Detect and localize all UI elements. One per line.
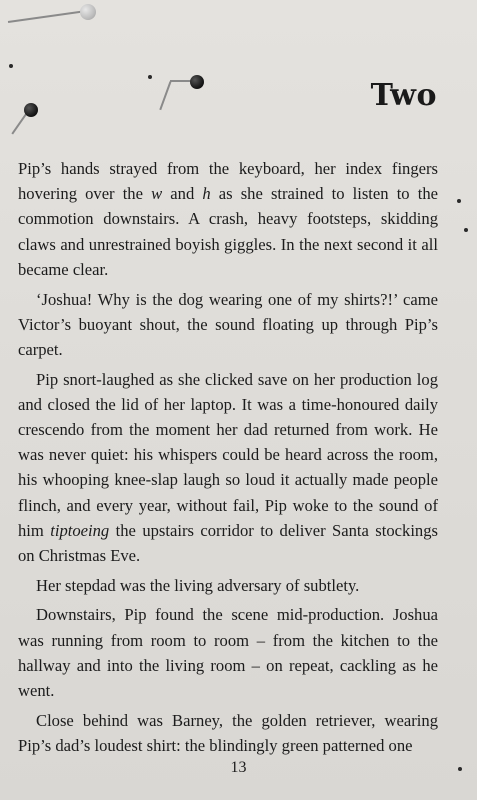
dot-icon — [148, 75, 152, 79]
paragraph-2: ‘Joshua! Why is the dog wearing one of my shirts?!’ came Victor’s buoyant shout, the sound floating up through Pip’s carpet. — [18, 289, 438, 359]
dot-icon — [457, 199, 461, 203]
paragraph-3-em: tiptoeing — [50, 520, 110, 540]
paragraph-1-em-w: w — [151, 184, 163, 204]
paragraph-1-text-a: Pip’s hands strayed from the keyboard, her index fingers hovering over the — [18, 159, 438, 204]
paragraph-6: Close behind was Barney, the golden retriever, wearing Pip’s dad’s loudest shirt: the blindingly green patterned one — [18, 710, 438, 755]
paragraph-1-em-h: h — [202, 184, 211, 204]
paragraph-5: Downstairs, Pip found the scene mid-production. Joshua was running from room to room – from the kitchen to the hallway and into the living room – on repeat, cackling as he went. — [18, 605, 438, 701]
pin-needle-2 — [159, 81, 171, 110]
pin-icon — [24, 103, 38, 117]
dot-icon — [464, 228, 468, 232]
paragraph-3 — [18, 367, 438, 569]
paragraph-4: Her stepdad was the living adversary of subtlety. — [36, 575, 360, 595]
paragraph-1-text-c: as she strained to listen to the commotion downstairs. A crash, heavy footsteps, skidding claws and unrestrained boyish giggles. In the next second it all became clear. — [18, 184, 438, 279]
page-number: 13 — [230, 759, 247, 776]
paragraph-1 — [18, 156, 438, 282]
pin-needle-3 — [11, 112, 27, 134]
paragraph-3-text-b: the upstairs corridor to deliver Santa stockings on Christmas Eve. — [18, 520, 438, 566]
pin-icon — [80, 4, 96, 20]
paragraph-3-text-a: Pip snort-laughed as she clicked save on her production log and closed the lid of her laptop. It was a time-honoured daily crescendo from the moment her dad returned from work. He was never quiet: his whispers could be heard across the room, his whooping knee-slap laugh so loud it actually made people flinch, and every year, without fail, Pip woke to the sound of him — [18, 369, 438, 540]
chapter-title: Two — [370, 78, 437, 113]
dot-icon — [9, 64, 13, 68]
pin-needle-1 — [8, 10, 87, 23]
pin-icon — [190, 75, 204, 89]
chapter-body — [18, 156, 438, 763]
paragraph-1-text-b: and — [162, 184, 203, 204]
